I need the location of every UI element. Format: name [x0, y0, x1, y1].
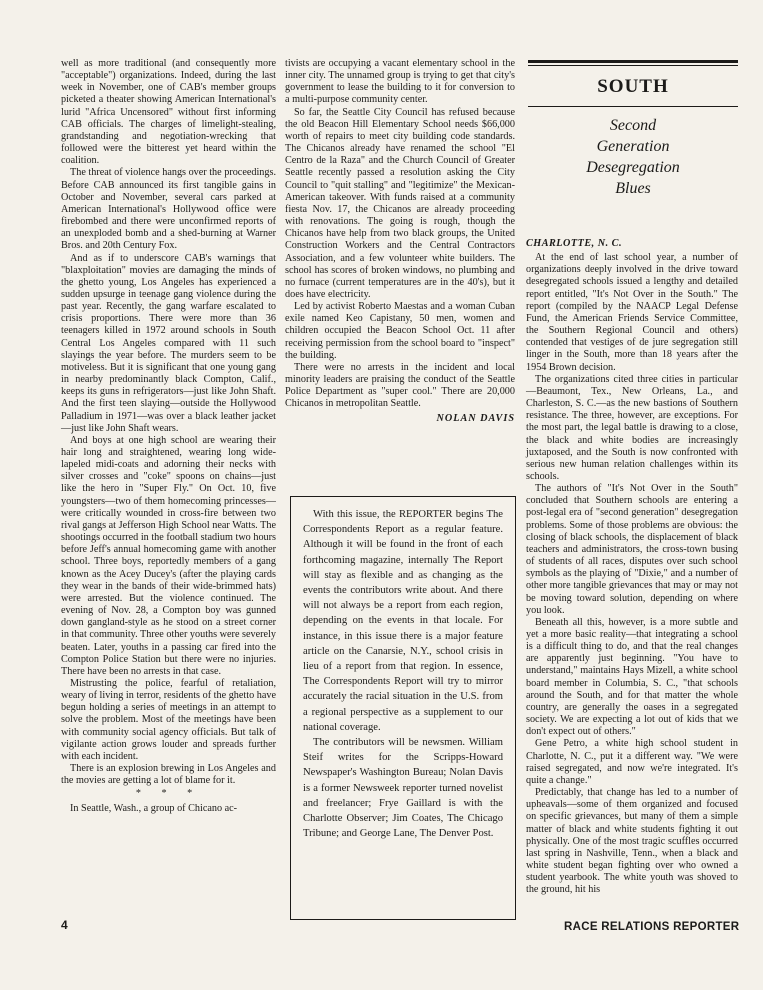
- publication-name: RACE RELATIONS REPORTER: [564, 921, 740, 933]
- section-title: SOUTH: [597, 76, 669, 97]
- page-number: 4: [61, 918, 68, 932]
- paragraph: The contributors will be newsmen. William Steif writes for the Scripps-Howard Newspaper's Washington Bureau; Nolan Davis is a former Newsweek reporter turned novelist and freelancer; Frye Gaillard is with the Charlotte Observer; Jim Coates, The Chicago Tribune; and George Lane, The Denver Post.: [303, 737, 503, 840]
- paragraph: The authors of "It's Not Over in the South" concluded that Southern schools are entering a post-legal era of "second generation" desegregation problems. Some of those problems are obvious: the closing of black schools, the displacement of black teachers and administrators, the cross-town busing of students of all races, disputes over such school symbols as the playing of "Dixie," and a number of other more tangible grievances that may or may not be moving toward solution, depending on where you look.: [526, 483, 738, 616]
- paragraph: Mistrusting the police, fearful of retaliation, weary of living in terror, residents of the ghetto have begun holding a series of meetings in an attempt to solve the problem. Most of the meetings have been with community social agency officials. But talk of vigilante action grows louder and spreads further with each incident.: [61, 677, 276, 762]
- paragraph: At the end of last school year, a number of organizations deeply involved in the drive toward desegregated schools issued a lengthy and detailed report entitled, "It's Not Over in the South." The report (compiled by the NAACP Legal Defense Fund, the American Friends Service Committee, the Southern Regional Council and others) contended that vestiges of de jure segregation still linger in the South, more than 18 years after the 1954 Brown decision.: [526, 252, 738, 373]
- paragraph: Predictably, that change has led to a number of upheavals—some of them organized and focused on specific grievances, but many of them a simple matter of black and white students fighting it out physically. One of the most tragic scuffles occurred last spring in Nashville, Tenn., when a black and white student began fighting over who owned a student yearbook. The white youth was shoved to the ground, hit his: [526, 787, 738, 896]
- paragraph: well as more traditional (and consequently more "acceptable") organizations. Indeed, during the last week in November, one of CAB's member groups picketed a theater showing American International's lurid "Africa Uncensored" without first informing CAB officials. The charges of limelight-stealing, grandstanding and negotiation-wrecking that followed were the bitterest yet heard within the coalition.: [61, 58, 276, 167]
- headline-line: Blues: [615, 180, 651, 197]
- paragraph: There is an explosion brewing in Los Angeles and the movies are getting a lot of blame for it.: [61, 763, 276, 787]
- paragraph: There were no arrests in the incident and local minority leaders are praising the conduct of the Seattle Police Department as "super cool." There are 20,000 Chicanos in metropolitan Seattle.: [285, 361, 515, 410]
- byline: NOLAN DAVIS: [436, 412, 515, 424]
- divider: [528, 65, 738, 66]
- headline-line: Generation: [596, 138, 670, 155]
- paragraph: With this issue, the REPORTER begins The Correspondents Report as a regular feature. Although it will be found in the front of each forthcoming magazine, internally The Report will stay as flexible and as changing as the events the contributors write about. And there will not always be a report from each region, depending on the events in that locale. For instance, in this issue there is a major feature article on the Canarsie, N.Y., school crisis in lieu of a report from that region. In essence, The Correspondents Report will try to mirror accurately the racial situation in the U.S. from a regional perspective as a supplement to our national coverage.: [303, 509, 503, 733]
- paragraph: So far, the Seattle City Council has refused because the old Beacon Hill Elementary School needs $66,000 worth of repairs to meet city building code standards. The Chicanos already have renamed the school "El Centro de la Raza" and the Church Council of Greater Seattle recently passed a resolution asking the City Council to "quit stalling" and "legitimize" the Mexican-American takeover. With funds raised at a community fiesta Nov. 17, the Chicanos are already proceeding with renovations. The going is rough, though the Chicanos have help from two black groups, the United Construction Workers and the Central Contractors Association, and a few volunteer white builders. The school has scores of broken windows, no plumbing and no furnace (current temperatures are in the 40's), but it does have electricity.: [285, 106, 515, 300]
- editor-note-box: [290, 496, 516, 920]
- section-separator: * * *: [135, 788, 202, 800]
- sidebar-column: [526, 232, 738, 896]
- divider: [528, 106, 738, 107]
- paragraph: tivists are occupying a vacant elementary school in the inner city. The unnamed group is trying to get that city's government to lease the building to it for conversion to a multi-purpose community center.: [285, 58, 515, 106]
- sidebar-header: [528, 60, 738, 199]
- dateline: CHARLOTTE, N. C.: [526, 238, 623, 249]
- paragraph: And boys at one high school are wearing their hair long and straightened, wearing long wide-lapeled midi-coats and adorning their necks with silver crosses and "coke" spoons on chains—just like the hero in "Super Fly." On Oct. 10, five youngsters—two of them homecoming princesses—were critically wounded in cross-fire between two rival gangs at Jefferson High School near Watts. The shootings occurred in the football stadium two hours before Jeff's annual homecoming game with another school. Three boys, reportedly members of a gang known as the Acey Ducey's (after the playing cards they wear in the bands of their wide-brimmed hats) were arrested. But the violence continued. The evening of Nov. 28, a Compton boy was gunned down gangland-style as he stood on a street corner in that community. Three other youths were severely beaten. Later, youths in a passing car fired into the Compton Police Station but there were no injuries. There have been no arrests in that case.: [61, 434, 276, 677]
- paragraph: And as if to underscore CAB's warnings that "blaxploitation" movies are damaging the minds of the ghetto young, Los Angeles has experienced a sudden upsurge in teenage gang violence during the past year. Recently, the gang warfare escalated to crisis proportions. There were more than 36 teenagers killed in 1972 around schools in South Central Los Angeles compared with 11 such slayings the year before. The murders seem to be motiveless. But it is significant that one young gang in nearby predominantly black Compton, Calif., keeps its guns in refrigerators—just like John Shaft. And the first teen slaying—outside the Hollywood Palladium in 1971—was over a black leather jacket—just like John Shaft wears.: [61, 252, 276, 434]
- paragraph: Beneath all this, however, is a more subtle and yet a more basic reality—that integrating a school is a difficult thing to do, and that the real changes are apparently just beginning. "You have to understand," maintains Hays Mizell, a white school board member in Columbia, S. C., "that schools around the South, and for that matter the whole country, are generally the oases in a segregated society. We are expecting a lot out of kids that we don't expect out of others.": [526, 616, 738, 738]
- headline-line: Desegregation: [586, 159, 680, 176]
- article-column-2: [285, 58, 515, 425]
- article-column-1: [61, 58, 276, 815]
- paragraph: The organizations cited three cities in particular—Beaumont, Tex., New Orleans, La., and Charleston, S. C.—as the new bastions of Southern resistance. The three, however, are exceptions. For the most part, the legal battle is drawing to a close, the black and white bodies are increasingly juxtaposed, and the South is now confronted with serious new human relation challenges within its schools.: [526, 373, 738, 482]
- paragraph: In Seattle, Wash., a group of Chicano ac-: [70, 802, 238, 814]
- sidebar-headline: [528, 115, 738, 199]
- paragraph: Gene Petro, a white high school student in Charlotte, N. C., put it a different way. "We were raised segregated, and now we're integrated. It's quite a change.": [526, 738, 738, 786]
- divider: [528, 60, 738, 63]
- paragraph: The threat of violence hangs over the proceedings. Before CAB announced its first tangible gains in October and November, several cars parked at American International's Hollywood office were firebombed and there were unconfirmed reports of an unexploded bomb and a shed-burning at Warner Bros. and 20th Century Fox.: [61, 167, 276, 252]
- paragraph: Led by activist Roberto Maestas and a woman Cuban exile named Keo Capistany, 50 men, women and children occupied the Beacon School Oct. 11 after receiving permission from the school board to "inspect" the building.: [285, 301, 515, 361]
- headline-line: Second: [609, 117, 657, 134]
